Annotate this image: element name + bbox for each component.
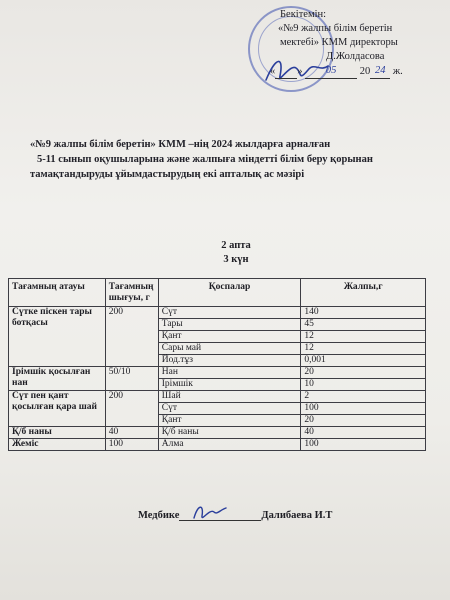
ingredient-amount: 0,001 bbox=[301, 355, 426, 367]
dish-name: Жеміс bbox=[9, 439, 106, 451]
header-total: Жалпы,г bbox=[301, 279, 426, 307]
dish-yield: 40 bbox=[105, 427, 158, 439]
day-label: 3 күн bbox=[223, 254, 249, 265]
approval-school: «№9 жалпы білім беретін bbox=[278, 23, 393, 34]
ingredient-name: Сары май bbox=[158, 343, 301, 355]
ingredient-amount: 40 bbox=[301, 427, 426, 439]
ingredient-name: Қант bbox=[158, 415, 301, 427]
ingredient-amount: 12 bbox=[301, 331, 426, 343]
approval-title: Бекітемін: bbox=[280, 9, 327, 20]
ingredient-amount: 20 bbox=[301, 415, 426, 427]
dish-name: Қ/б наны bbox=[9, 427, 106, 439]
ingredient-amount: 12 bbox=[301, 343, 426, 355]
dish-name: Сүтке піскен тары ботқасы bbox=[9, 307, 106, 367]
ingredient-name: Нан bbox=[158, 367, 301, 379]
header-ingredients: Қоспалар bbox=[158, 279, 301, 307]
footer-role: Медбике bbox=[138, 510, 180, 521]
document-heading bbox=[30, 137, 430, 182]
heading-line-1: «№9 жалпы білім беретін» КММ –нің 2024 жылдарға арналған bbox=[30, 139, 331, 150]
footer-name: Далибаева И.Т bbox=[261, 510, 333, 521]
ingredient-name: Сүт bbox=[158, 403, 301, 415]
dish-yield: 50/10 bbox=[105, 367, 158, 391]
dish-yield: 200 bbox=[105, 307, 158, 367]
menu-table bbox=[8, 278, 426, 451]
table-row bbox=[9, 367, 426, 379]
ingredient-amount: 45 bbox=[301, 319, 426, 331]
table-row bbox=[9, 307, 426, 319]
ingredient-name: Қант bbox=[158, 331, 301, 343]
header-dish-name: Тағамның атауы bbox=[9, 279, 106, 307]
dish-name: Ірімшік қосылған нан bbox=[9, 367, 106, 391]
ingredient-name: Ірімшік bbox=[158, 379, 301, 391]
table-header-row bbox=[9, 279, 426, 307]
approval-year: 24 bbox=[370, 64, 390, 79]
approval-director-title: мектебі» КММ директоры bbox=[280, 37, 398, 48]
ingredient-amount: 10 bbox=[301, 379, 426, 391]
ingredient-name: Йод.тұз bbox=[158, 355, 301, 367]
heading-line-2: 5-11 сынып оқушыларына және жалпыға міндетті білім беру қорынан bbox=[37, 154, 373, 165]
table-row bbox=[9, 391, 426, 403]
dish-yield: 200 bbox=[105, 391, 158, 427]
header-yield: Тағамның шығуы, г bbox=[105, 279, 158, 307]
ingredient-amount: 100 bbox=[301, 439, 426, 451]
dish-yield: 100 bbox=[105, 439, 158, 451]
ingredient-name: Алма bbox=[158, 439, 301, 451]
ingredient-name: Қ/б наны bbox=[158, 427, 301, 439]
table-row bbox=[9, 427, 426, 439]
footer-signature-line bbox=[138, 510, 332, 521]
ingredient-name: Сүт bbox=[158, 307, 301, 319]
ingredient-name: Тары bbox=[158, 319, 301, 331]
approval-month: 05 bbox=[305, 64, 357, 79]
ingredient-amount: 140 bbox=[301, 307, 426, 319]
dish-name: Сүт пен қант қосылған қара шай bbox=[9, 391, 106, 427]
approval-director-name: Д.Жолдасова bbox=[326, 51, 385, 62]
table-row bbox=[9, 439, 426, 451]
approval-date: « » 05 20 24 ж. bbox=[270, 65, 403, 77]
ingredient-amount: 100 bbox=[301, 403, 426, 415]
heading-line-3: тамақтандыруды ұйымдастырудың екі апталық ас мәзірі bbox=[30, 169, 305, 180]
week-label: 2 апта bbox=[221, 240, 251, 251]
ingredient-amount: 20 bbox=[301, 367, 426, 379]
ingredient-name: Шай bbox=[158, 391, 301, 403]
ingredient-amount: 2 bbox=[301, 391, 426, 403]
approval-block bbox=[268, 8, 443, 79]
